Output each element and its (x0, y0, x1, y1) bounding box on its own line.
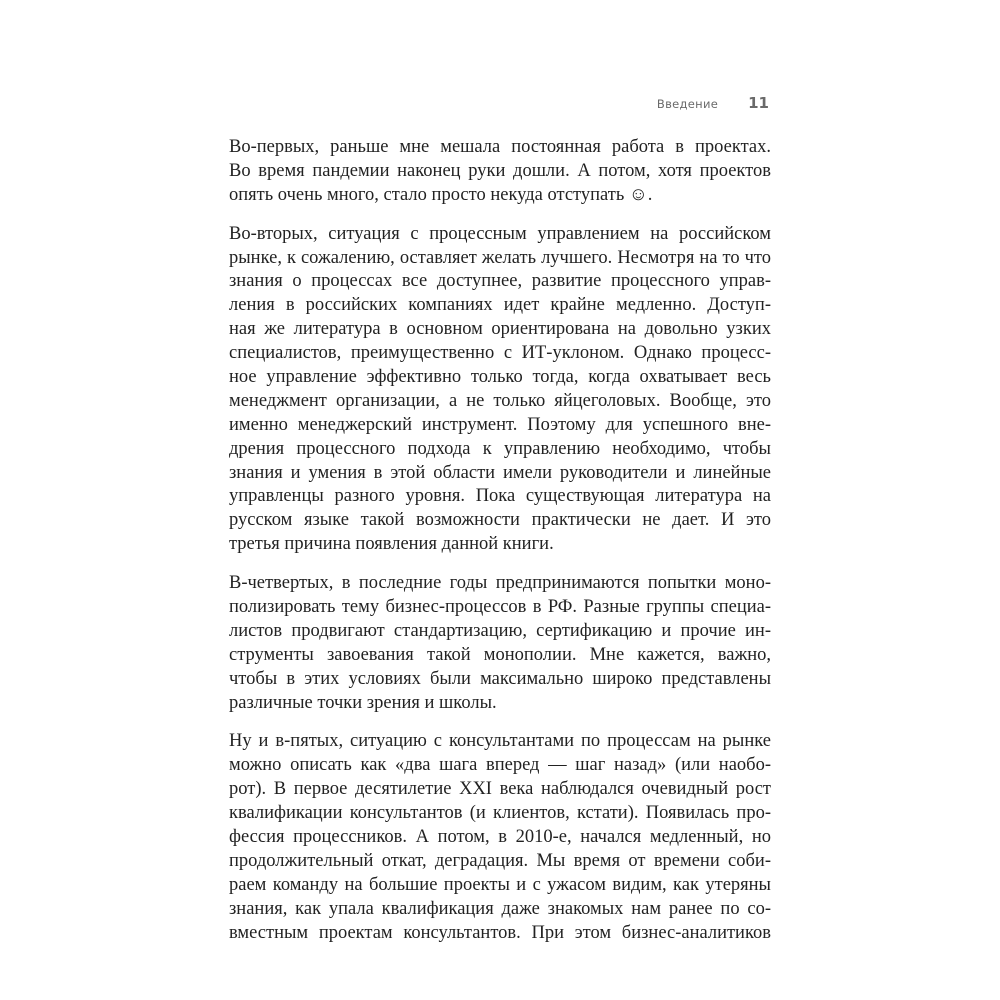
text-line: В-четвертых, в последние годы предпринимаются попытки моно- (229, 573, 771, 594)
page-number: 11 (748, 94, 769, 112)
text-line: Во время пандемии наконец руки дошли. А потом, хотя проектов (229, 160, 771, 181)
text-line: менеджмент организации, а не только яйцеголовых. Вообще, это (229, 390, 771, 411)
paragraph (229, 572, 771, 715)
text-line: специалистов, преимущественно с ИТ-уклоном. Однако процесс- (229, 343, 771, 364)
text-line: ное управление эффективно только тогда, когда охватывает весь (229, 367, 771, 388)
text-line: можно описать как «два шага вперед — шаг назад» (или наобо- (229, 755, 771, 776)
text-line: чтобы в этих условиях были максимально широко представлены (229, 668, 771, 689)
page-body (229, 136, 771, 961)
text-line: рынке, к сожалению, оставляет желать лучшего. Несмотря на то что (229, 247, 771, 268)
text-line: третья причина появления данной книги. (229, 534, 554, 555)
text-line: Во-первых, раньше мне мешала постоянная работа в проектах. (229, 137, 771, 157)
paragraph (229, 136, 771, 208)
text-line: Во-вторых, ситуация с процессным управлением на российском (229, 223, 771, 244)
paragraph (229, 730, 771, 945)
text-line: ления в российских компаниях идет крайне медленно. Доступ- (229, 295, 771, 316)
text-line: дрения процессного подхода к управлению необходимо, чтобы (229, 438, 771, 459)
text-line: знания о процессах все доступнее, развитие процессного управ- (229, 271, 771, 292)
text-line: продолжительный откат, деградация. Мы время от времени соби- (229, 850, 771, 871)
text-line: вместным проектам консультантов. При этом бизнес-аналитиков (229, 922, 771, 943)
text-line: именно менеджерский инструмент. Поэтому для успешного вне- (229, 414, 771, 435)
section-title: Введение (656, 97, 719, 111)
text-line: квалификации консультантов (и клиентов, кстати). Появилась про- (229, 803, 771, 824)
paragraph (229, 223, 771, 557)
text-line: струменты завоевания такой монополии. Мне кажется, важно, (229, 644, 771, 665)
text-line: фессия процессников. А потом, в 2010-е, начался медленный, но (229, 827, 771, 848)
text-line: рот). В первое десятилетие XXI века наблюдался очевидный рост (229, 779, 771, 800)
text-line: русском языке такой возможности практически не дает. И это (229, 510, 771, 531)
running-header (560, 94, 769, 112)
text-line: листов продвигают стандартизацию, сертификацию и прочие ин- (229, 620, 771, 641)
text-line: знания и умения в этой области имели руководители и линейные (229, 462, 771, 483)
text-line: различные точки зрения и школы. (229, 692, 497, 713)
text-line: опять очень много, стало просто некуда отступать ☺. (229, 184, 653, 205)
text-line: ная же литература в основном ориентирована на довольно узких (229, 319, 771, 340)
text-line: полизировать тему бизнес-процессов в РФ. Разные группы специа- (229, 597, 771, 618)
text-line: управленцы разного уровня. Пока существующая литература на (229, 486, 771, 507)
text-line: знания, как упала квалификация даже знакомых нам ранее по со- (229, 898, 771, 919)
text-line: Ну и в-пятых, ситуацию с консультантами по процессам на рынке (229, 731, 771, 752)
text-line: раем команду на большие проекты и с ужасом видим, как утеряны (229, 874, 771, 895)
